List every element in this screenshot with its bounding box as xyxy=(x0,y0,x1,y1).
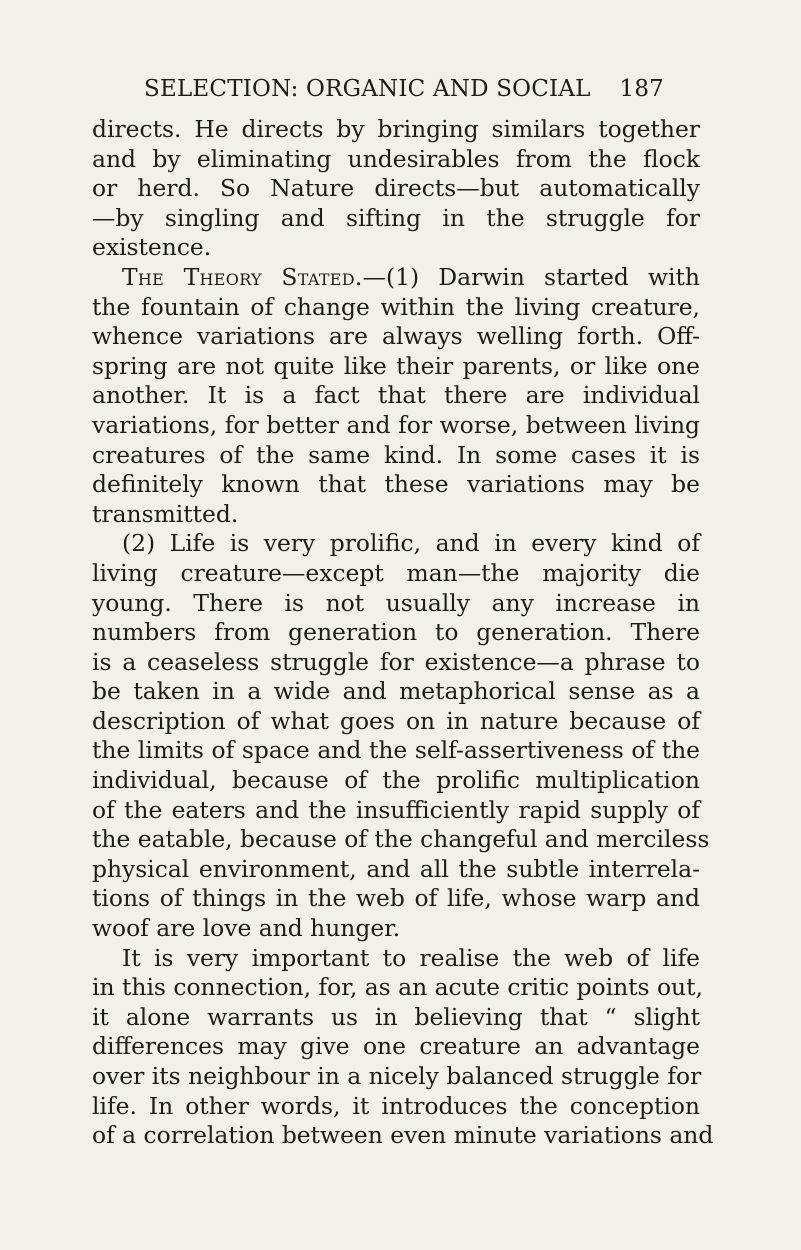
text-line: tions of things in the web of life, whose warp and xyxy=(92,884,700,913)
text-line: transmitted. xyxy=(92,499,239,528)
text-line: It is very important to realise the web of life xyxy=(122,943,700,972)
text-line: in this connection, for, as an acute critic points out, xyxy=(92,973,703,1002)
text-line: it alone warrants us in believing that “ slight xyxy=(92,1002,700,1031)
text-line xyxy=(92,263,700,293)
text-line: of the eaters and the insufficiently rapid supply of xyxy=(92,795,700,824)
text-line: of a correlation between even minute variations and xyxy=(92,1121,714,1150)
text-line: woof are love and hunger. xyxy=(92,914,401,943)
chapter-title: SELECTION: ORGANIC AND SOCIAL xyxy=(144,76,591,102)
text-line: over its neighbour in a nicely balanced struggle for xyxy=(92,1062,702,1090)
section-heading-continuation: —(1) Darwin started with xyxy=(362,262,700,291)
text-line: whence variations are always welling forth. Off- xyxy=(92,322,700,351)
text-line: individual, because of the prolific multiplication xyxy=(92,766,700,795)
text-line: variations, for better and for worse, between living xyxy=(92,410,700,439)
text-line: (2) Life is very prolific, and in every kind of xyxy=(122,529,700,558)
text-line: living creature—except man—the majority die xyxy=(92,558,700,587)
text-line: —by singling and sifting in the struggle for xyxy=(92,203,700,232)
text-line: existence. xyxy=(92,233,212,262)
text-line: creatures of the same kind. In some cases it is xyxy=(92,440,700,469)
running-head xyxy=(144,76,664,102)
text-line: numbers from generation to generation. There xyxy=(92,618,700,647)
text-line: another. It is a fact that there are individual xyxy=(92,381,700,410)
text-line: or herd. So Nature directs—but automatically xyxy=(92,174,700,203)
section-heading: The Theory Stated. xyxy=(122,262,363,291)
text-line: life. In other words, it introduces the conception xyxy=(92,1091,700,1120)
text-line: the eatable, because of the changeful and merciless xyxy=(92,825,710,854)
text-line: physical environment, and all the subtle interrela- xyxy=(92,854,700,883)
text-line: the fountain of change within the living creature, xyxy=(92,292,700,321)
body-text xyxy=(92,115,714,1151)
text-line: is a ceaseless struggle for existence—a phrase to xyxy=(92,647,700,676)
text-line: definitely known that these variations may be xyxy=(92,470,700,499)
text-line: be taken in a wide and metaphorical sense as a xyxy=(92,677,700,706)
text-line: spring are not quite like their parents, or like one xyxy=(92,351,700,380)
text-line: and by eliminating undesirables from the flock xyxy=(92,144,700,173)
text-line: directs. He directs by bringing similars together xyxy=(92,115,700,143)
text-line: the limits of space and the self-assertiveness of the xyxy=(92,736,700,765)
text-line: young. There is not usually any increase in xyxy=(92,588,700,617)
page-number: 187 xyxy=(619,76,664,102)
text-line: differences may give one creature an advantage xyxy=(92,1032,700,1061)
text-line: description of what goes on in nature because of xyxy=(92,706,700,735)
